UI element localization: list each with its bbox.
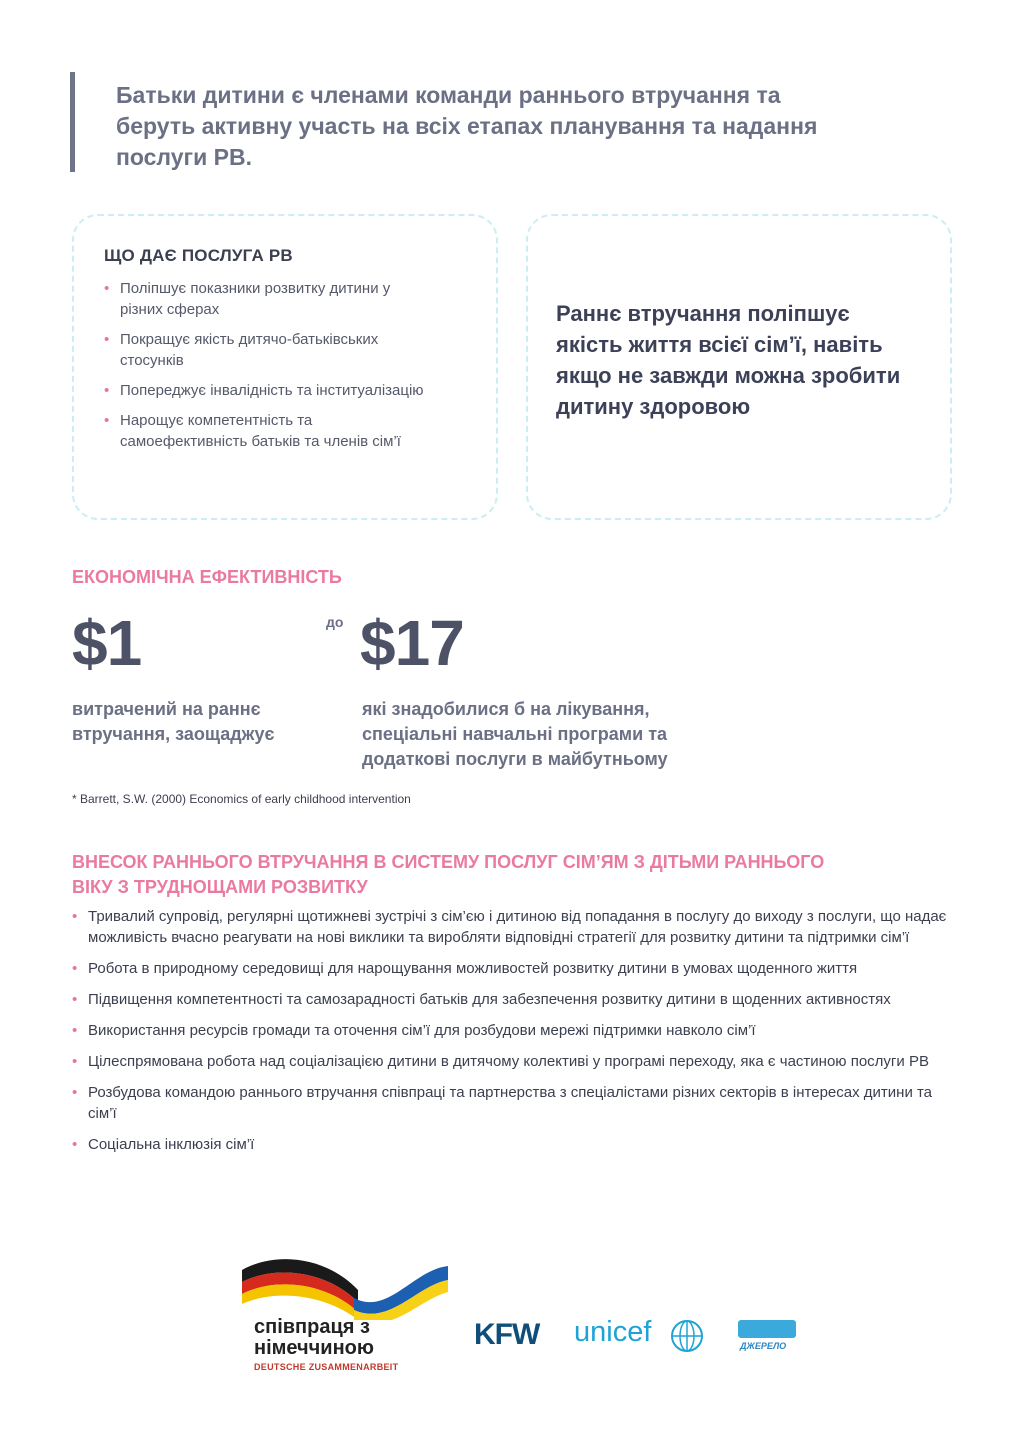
- contribution-title: ВНЕСОК РАННЬОГО ВТРУЧАННЯ В СИСТЕМУ ПОСЛУГ СІМ’ЯМ З ДІТЬМИ РАННЬОГО ВІКУ З ТРУДНОЩАМИ РОЗВИТКУ: [72, 852, 825, 897]
- amount-connector: до: [326, 614, 344, 630]
- intro-accent-bar: [70, 72, 75, 172]
- quote-card: [526, 214, 952, 520]
- list-item: • Використання ресурсів громади та оточення сім’ї для розбудови мережі підтримки навколо сім’ї: [72, 1020, 954, 1041]
- benefits-title: ЩО ДАЄ ПОСЛУГА РВ: [104, 246, 293, 265]
- amount-to: $17: [360, 607, 464, 679]
- unicef-globe-icon: [669, 1318, 705, 1354]
- dzherelo-children-icon: [738, 1320, 796, 1338]
- unicef-wordmark: unicef: [574, 1316, 652, 1348]
- contribution-list: [72, 906, 954, 1165]
- intro-block: [70, 72, 830, 172]
- economics-title: ЕКОНОМІЧНА ЕФЕКТИВНІСТЬ: [72, 567, 342, 587]
- de-logo-line2: німеччиною: [254, 1337, 374, 1359]
- amount-from: $1: [72, 607, 142, 679]
- list-item: • Попереджує інвалідність та інституалізацію: [104, 380, 434, 401]
- list-item: • Підвищення компетентності та самозарадності батьків для забезпечення розвитку дитини в щоденних активностях: [72, 989, 954, 1010]
- list-item: • Розбудова командою раннього втручання співпраці та партнерства з спеціалістами різних секторів в інтересах дитини та сім’ї: [72, 1082, 954, 1124]
- dzherelo-logo: [738, 1320, 798, 1360]
- list-item: • Робота в природному середовищі для нарощування можливостей розвитку дитини в умовах щоденного життя: [72, 958, 954, 979]
- benefits-list: [104, 278, 434, 461]
- list-item: • Покращує якість дитячо-батьківських стосунків: [104, 329, 434, 371]
- list-item: • Цілеспрямована робота над соціалізацією дитини в дитячому колективі у програмі переходу, яка є частиною послуги РВ: [72, 1051, 954, 1072]
- flag-ribbon-icon: [238, 1250, 458, 1320]
- list-item: • Нарощує компетентність та самоефективність батьків та членів сім’ї: [104, 410, 434, 452]
- benefits-card: [72, 214, 498, 520]
- de-logo-line3: DEUTSCHE ZUSAMMENARBEIT: [254, 1362, 399, 1372]
- kfw-logo: KFW: [474, 1318, 540, 1351]
- list-item: • Соціальна інклюзія сім’ї: [72, 1134, 954, 1155]
- list-item: • Поліпшує показники розвитку дитини у різних сферах: [104, 278, 434, 320]
- de-logo-line1: співпраця з: [254, 1316, 370, 1338]
- unicef-logo: [574, 1316, 714, 1356]
- partner-logos: [0, 1250, 1024, 1380]
- quote-text: Раннє втручання поліпшує якість життя всієї сім’ї, навіть якщо не завжди можна зробити дитину здоровою: [556, 301, 901, 419]
- deutsche-zusammenarbeit-logo: [238, 1250, 458, 1380]
- footnote: * Barrett, S.W. (2000) Economics of early childhood intervention: [72, 792, 411, 806]
- list-item: • Тривалий супровід, регулярні щотижневі зустрічі з сім’єю і дитиною від попадання в послугу до виходу з послуги, що надає можливість вчасно реагувати на нові виклики та виробляти відповідні стратегії для розвитку дитини та підтримки сім’ї: [72, 906, 954, 948]
- intro-text: Батьки дитини є членами команди раннього втручання та беруть активну участь на всіх етапах планування та надання послуги РВ.: [116, 82, 818, 170]
- amount-to-caption: які знадобилися б на лікування, спеціальні навчальні програми та додаткові послуги в майбутньому: [362, 699, 668, 769]
- amount-from-caption: витрачений на раннє втручання, заощаджує: [72, 699, 275, 744]
- dzherelo-wordmark: ДЖЕРЕЛО: [740, 1341, 787, 1351]
